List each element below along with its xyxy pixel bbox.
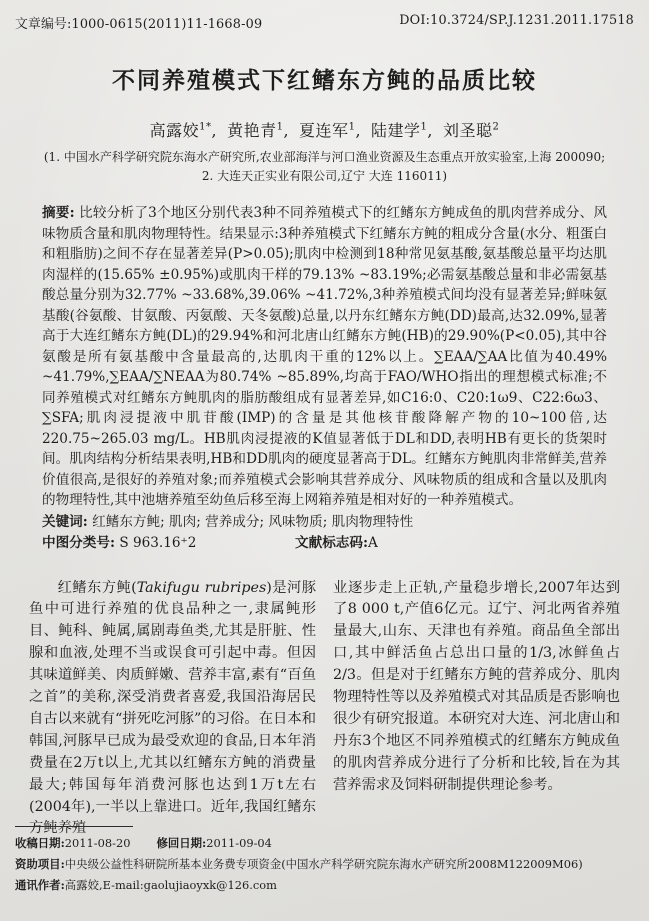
author-affil-mark: 1: [276, 121, 284, 133]
dates-line: [15, 833, 634, 854]
doc-code-value: A: [368, 535, 378, 551]
corresponding-label: 通讯作者:: [15, 878, 65, 892]
clc-value: S 963.16⁺2: [119, 535, 197, 551]
intro-text-pre: 红鳍东方鲀(: [57, 579, 137, 596]
paper-title: 不同养殖模式下红鳍东方鲀的品质比较: [112, 67, 537, 94]
author-name: 黄艳青$^1$,: [227, 121, 290, 140]
received-date: 2011-08-20: [64, 836, 131, 850]
article-number: 文章编号:1000-0615(2011)11-1668-09: [15, 17, 263, 32]
author-affil-mark: 2: [492, 121, 500, 133]
intro-text-post: )是河豚鱼中可进行养殖的优良品种之一,隶属鲀形目、鲀科、鲀属,属剧毒鱼类,尤其是肝脏、性腺和血液,处理不当或误食可引起中毒。但因其味道鲜美、肉质鲜嫩、营养丰富,素有“百鱼之首”的美称,深受消费者喜爱,我国沿海居民自古以来就有“拼死吃河豚”的习俗。在日本和韩国,河豚早已成为最受欢迎的食品,日本年消费量在2万t以上,尤其以红鳍东方鲀的消费量最大;韩国每年消费河豚也达到1万t左右(2004年),一半以上靠进口。近年,我国红鳍东方鲀养殖: [29, 579, 317, 837]
received-label: 收稿日期:: [15, 836, 65, 850]
author-name: 陆建学$^1$,: [371, 121, 434, 140]
abstract-block: [42, 203, 607, 554]
left-column: [29, 578, 316, 841]
author-separator: ,: [283, 121, 290, 140]
funding-text: 中央级公益性科研院所基本业务费专项资金(中国水产科学研究院东海水产研究所2008M122009M06): [64, 857, 583, 871]
author-separator: ,: [355, 121, 362, 140]
funding-label: 资助项目:: [15, 857, 65, 871]
abstract-paragraph: [42, 203, 607, 511]
abstract-label: 摘要:: [42, 205, 75, 221]
footnote-block: [15, 826, 634, 896]
keywords-text: 红鳍东方鲀; 肌肉; 营养成分; 风味物质; 肌肉物理特性: [92, 513, 414, 530]
affiliation-line: 2. 大连天正实业有限公司,辽宁 大连 116011): [201, 169, 448, 183]
affiliation-line: (1. 中国水产科学研究院东海水产研究所,农业部海洋与河口渔业资源及生态重点开放实验室,上海 200090;: [43, 150, 606, 164]
abstract-text: 比较分析了3个地区分别代表3种不同养殖模式下的红鳍东方鲀成鱼的肌肉营养成分、风味物质含量和肌肉物理特性。结果显示:3种养殖模式下红鳍东方鲀的粗成分含量(水分、粗蛋白和粗脂肪)之间不存在显著差异(P>0.05);肌肉中检测到18种常见氨基酸,氨基酸总量平均达肌肉湿样的(15.65% ±0.95%)或肌肉干样的79.13% ~83.19%;必需氨基酸总量和非必需氨基酸总量分别为32.77% ~33.68%,39.06% ~41.72%,3种养殖模式间均没有显著差异;鲜味氨基酸(谷氨酸、甘氨酸、丙氨酸、天冬氨酸)总量,以丹东红鳍东方鲀(DD)最高,达32.09%,显著高于大连红鳍东方鲀(DL)的29.94%和河北唐山红鳍东方鲀(HB)的29.90%(P<0.05),其中谷氨酸是所有氨基酸中含量最高的,达肌肉干重的12%以上。∑EAA/∑AA比值为40.49% ~41.79%,∑EAA/∑NEAA为80.74% ~85.89%,均高于FAO/WHO指出的理想模式标准;不同养殖模式对红鳍东方鲀肌肉的脂肪酸组成有显著差异,如C16:0、C20:1ω9、C22:6ω3、∑SFA;肌肉浸提液中肌苷酸(IMP)的含量是其他核苷酸降解产物的10~100倍,达220.75~265.03 mg/L。HB肌肉浸提液的K值显著低于DL和DD,表明HB有更长的货架时间。肌肉结构分析结果表明,HB和DD肌肉的硬度显著高于DL。红鳍东方鲀肌肉非常鲜美,营养价值很高,是很好的养殖对象;而养殖模式会影响其营养成分、风味物质的组成和含量以及肌肉的物理特性,其中池塘养殖至幼鱼后移至海上网箱养殖是相对好的一种养殖模式。: [42, 205, 607, 508]
revised-date: 2011-09-04: [206, 836, 272, 850]
intro-paragraph-right: 业逐步走上正轨,产量稳步增长,2007年达到了8 000 t,产值6亿元。辽宁、河北两省养殖量最大,山东、天津也有养殖。商品鱼全部出口,其中鲜活鱼占总出口量的1/3,冰鲜鱼占2/3。但是对于红鳍东方鲀的营养成分、肌肉物理特性等以及养殖模式对其品质是否影响也很少有研究报道。本研究对大连、河北唐山和丹东3个地区不同养殖模式的红鳍东方鲀成鱼的肌肉营养成分进行了分析和比较,旨在为其营养需求及饲料研制提供理论参考。: [333, 579, 620, 793]
author-name: 刘圣聪$^2$: [443, 121, 500, 140]
clc-label: 中图分类号:: [42, 535, 115, 551]
affiliations: [0, 148, 649, 186]
keywords-line: [42, 512, 607, 533]
author-separator: ,: [211, 121, 218, 140]
classification-line: [42, 533, 607, 554]
right-column: [333, 578, 620, 841]
corresponding-author-line: [15, 875, 634, 896]
author-list: [0, 118, 649, 141]
footnote-rule: [15, 826, 133, 827]
doc-code-label: 文献标志码:: [295, 535, 369, 551]
author-affil-mark: 1: [348, 121, 356, 133]
corresponding-text: 高露姣,E-mail:gaolujiaoyxk@126.com: [64, 878, 277, 892]
author-name: 夏连军$^1$,: [299, 121, 362, 140]
body-columns: [29, 578, 620, 841]
page-header: [0, 0, 649, 32]
keywords-label: 关键词:: [42, 513, 88, 530]
species-name-italic: Takifugu rubripes: [136, 579, 267, 596]
funding-line: [15, 854, 634, 875]
author-separator: ,: [427, 121, 434, 140]
intro-paragraph-left: [29, 578, 316, 841]
author-affil-mark: 1: [420, 121, 428, 133]
author-affil-mark: 1*: [199, 121, 212, 133]
doi-text: DOI:10.3724/SP.J.1231.2011.17518: [399, 13, 634, 28]
author-name: 高露姣$^{1*}$,: [149, 121, 218, 140]
revised-label: 修回日期:: [156, 836, 207, 850]
